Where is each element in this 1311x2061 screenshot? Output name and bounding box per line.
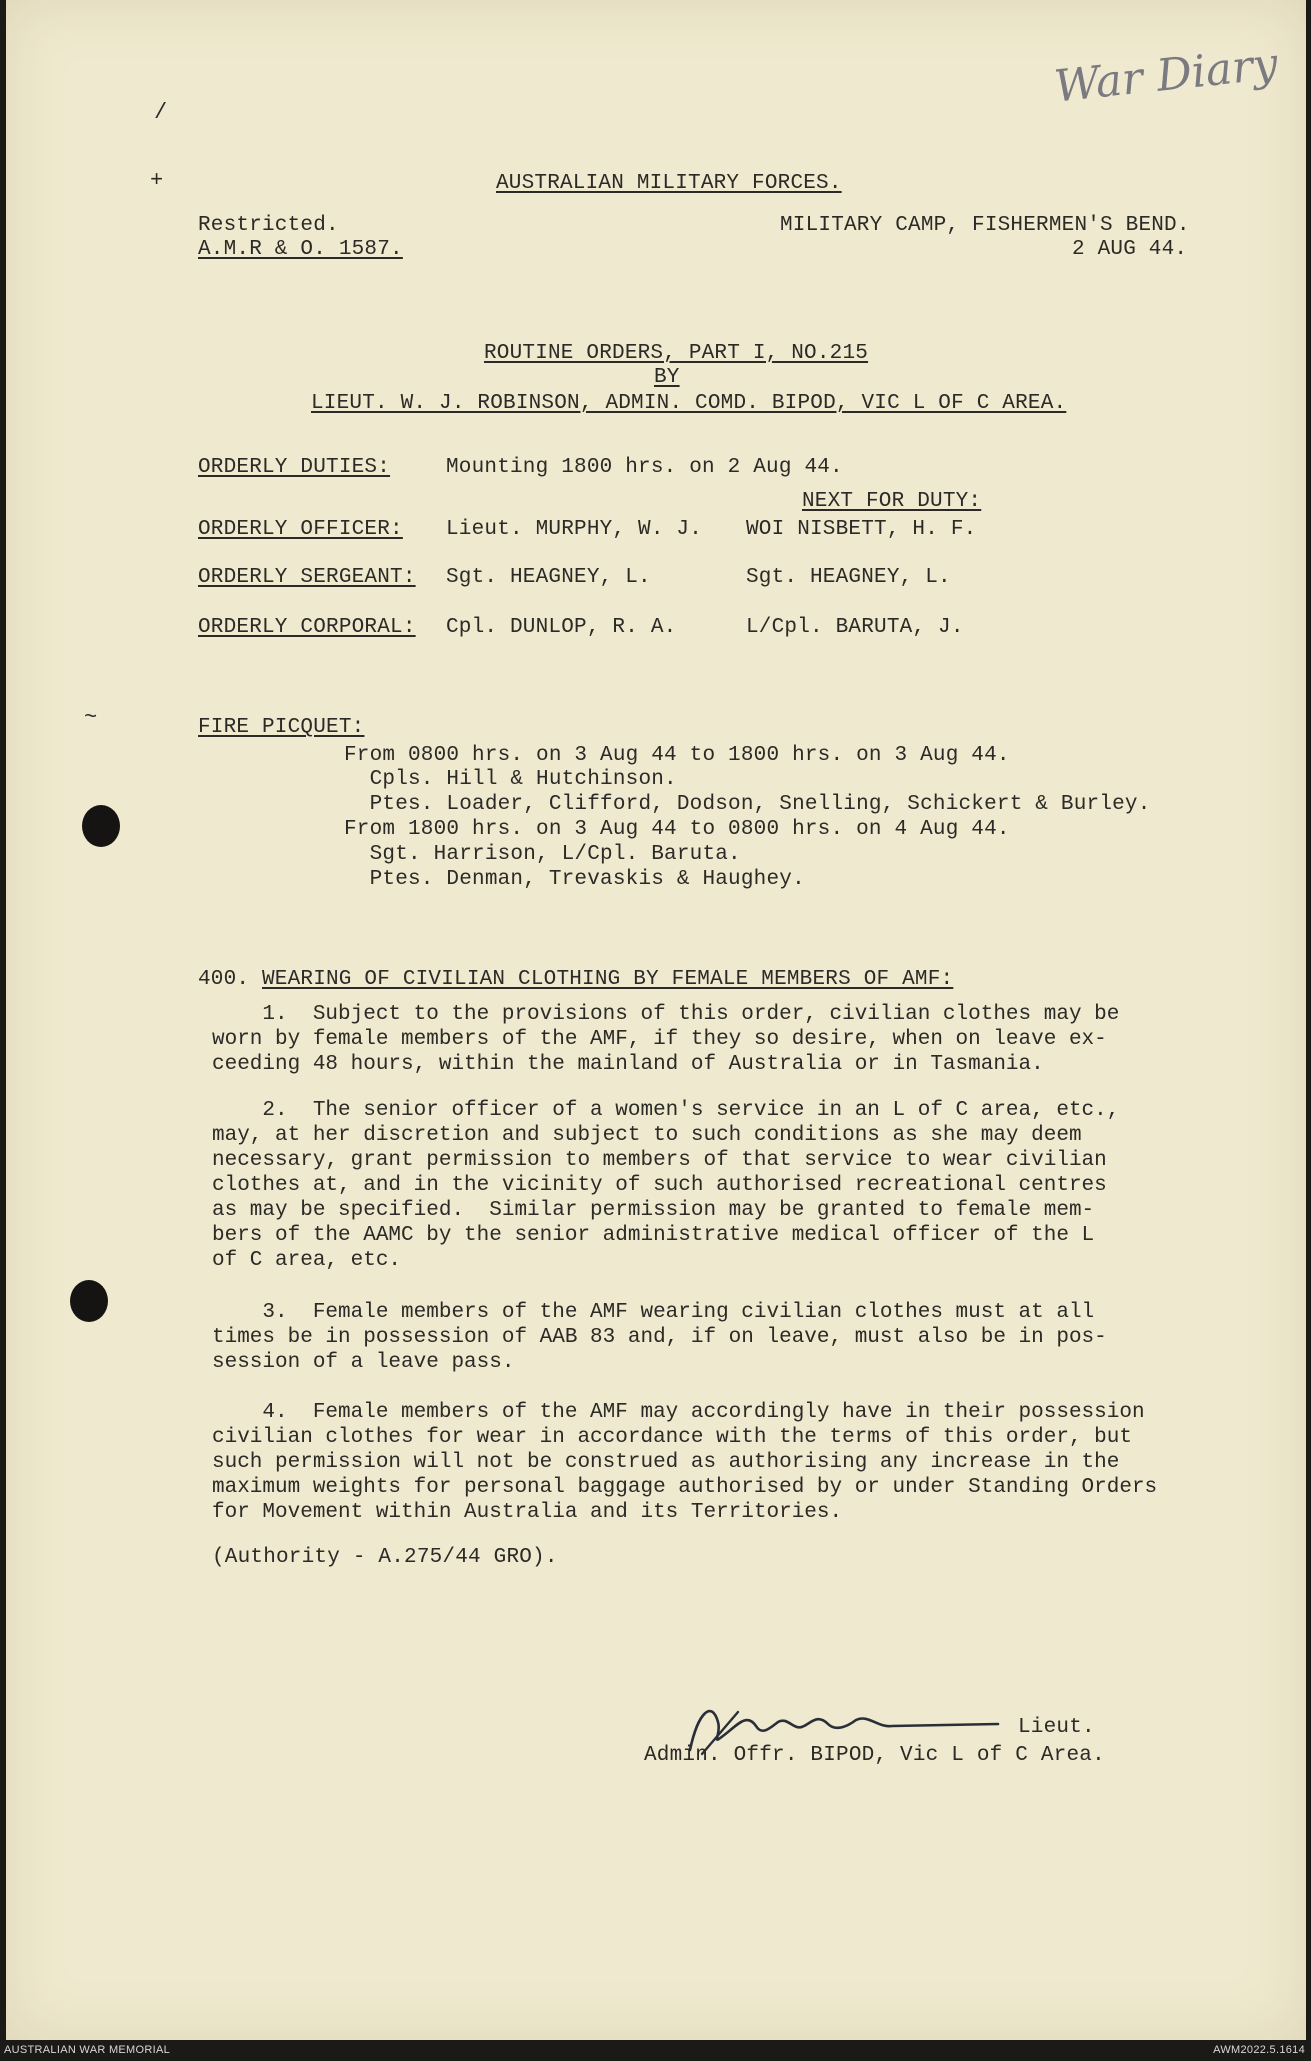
duties-label: ORDERLY DUTIES: xyxy=(198,456,391,479)
fire-picquet-line: Cpls. Hill & Hutchinson. xyxy=(344,768,677,791)
fire-picquet-line: From 1800 hrs. on 3 Aug 44 to 0800 hrs. on 4 Aug 44. xyxy=(344,818,1010,841)
duty-next: L/Cpl. BARUTA, J. xyxy=(746,616,964,639)
fire-picquet-line: Ptes. Denman, Trevaskis & Haughey. xyxy=(344,868,805,891)
order-paragraph: 2. The senior officer of a women's service in an L of C area, etc., may, at her discretion and subject to such conditions as she may deem necessary, grant permission to members of that service to wear civilian clothes at, and in the vicinity of such authorised recreational centres as may be specified. Similar permission may be granted to female mem- bers of the AAMC by the senior administrative medical officer of the L of C area, etc. xyxy=(212,1099,1120,1272)
pencil-mark: / xyxy=(154,100,168,125)
next-for-duty-label: NEXT FOR DUTY: xyxy=(802,490,982,513)
footer-right: AWM2022.5.1614 xyxy=(1213,2044,1305,2056)
fire-picquet-line: Ptes. Loader, Clifford, Dodson, Snelling, Schickert & Burley. xyxy=(344,793,1151,816)
duty-role: ORDERLY SERGEANT: xyxy=(198,566,416,589)
orders-issuer: LIEUT. W. J. ROBINSON, ADMIN. COMD. BIPOD, VIC L OF C AREA. xyxy=(311,392,1067,415)
ink-mark: + xyxy=(150,168,164,193)
order-heading: WEARING OF CIVILIAN CLOTHING BY FEMALE MEMBERS OF AMF: xyxy=(262,968,954,991)
location: MILITARY CAMP, FISHERMEN'S BEND. xyxy=(780,214,1190,237)
document-title: AUSTRALIAN MILITARY FORCES. xyxy=(496,172,842,195)
ink-mark: ~ xyxy=(84,705,98,730)
duty-role: ORDERLY OFFICER: xyxy=(198,518,403,541)
punch-hole xyxy=(82,805,120,847)
signature-title: Admin. Offr. BIPOD, Vic L of C Area. xyxy=(644,1744,1105,1767)
duty-current: Lieut. MURPHY, W. J. xyxy=(446,518,703,541)
classification: Restricted. xyxy=(198,214,339,237)
fire-picquet-line: Sgt. Harrison, L/Cpl. Baruta. xyxy=(344,843,741,866)
footer-left: AUSTRALIAN WAR MEMORIAL xyxy=(4,2044,171,2056)
order-authority: (Authority - A.275/44 GRO). xyxy=(212,1546,558,1569)
order-number: 400. xyxy=(198,968,250,991)
handwritten-note: War Diary xyxy=(1051,38,1281,113)
fire-picquet-label: FIRE PICQUET: xyxy=(198,716,365,739)
orders-title: ROUTINE ORDERS, PART I, NO.215 xyxy=(484,342,869,365)
duties-mounting: Mounting 1800 hrs. on 2 Aug 44. xyxy=(446,456,843,479)
date: 2 AUG 44. xyxy=(1072,238,1188,261)
order-paragraph: 4. Female members of the AMF may accordingly have in their possession civilian clothes for wear in accordance with the terms of this order, but such permission will not be construed as authorising any increase in the maximum weights for personal baggage authorised by or under Standing Orders for Movement within Australia and its Territories. xyxy=(212,1401,1158,1524)
document-page xyxy=(6,0,1306,2040)
duty-current: Cpl. DUNLOP, R. A. xyxy=(446,616,677,639)
order-paragraph: 1. Subject to the provisions of this order, civilian clothes may be worn by female members of the AMF, if they so desire, when on leave ex- ceeding 48 hours, within the mainland of Australia or in Tasmania. xyxy=(212,1003,1120,1076)
reference-number: A.M.R & O. 1587. xyxy=(198,238,403,261)
order-paragraph: 3. Female members of the AMF wearing civilian clothes must at all times be in possession of AAB 83 and, if on leave, must also be in pos- session of a leave pass. xyxy=(212,1301,1107,1374)
orders-by: BY xyxy=(654,366,680,389)
duty-next: WOI NISBETT, H. F. xyxy=(746,518,977,541)
duty-role: ORDERLY CORPORAL: xyxy=(198,616,416,639)
signature-rank: Lieut. xyxy=(1018,1716,1095,1739)
duty-next: Sgt. HEAGNEY, L. xyxy=(746,566,951,589)
fire-picquet-line: From 0800 hrs. on 3 Aug 44 to 1800 hrs. on 3 Aug 44. xyxy=(344,744,1010,767)
duty-current: Sgt. HEAGNEY, L. xyxy=(446,566,651,589)
punch-hole xyxy=(70,1280,108,1322)
